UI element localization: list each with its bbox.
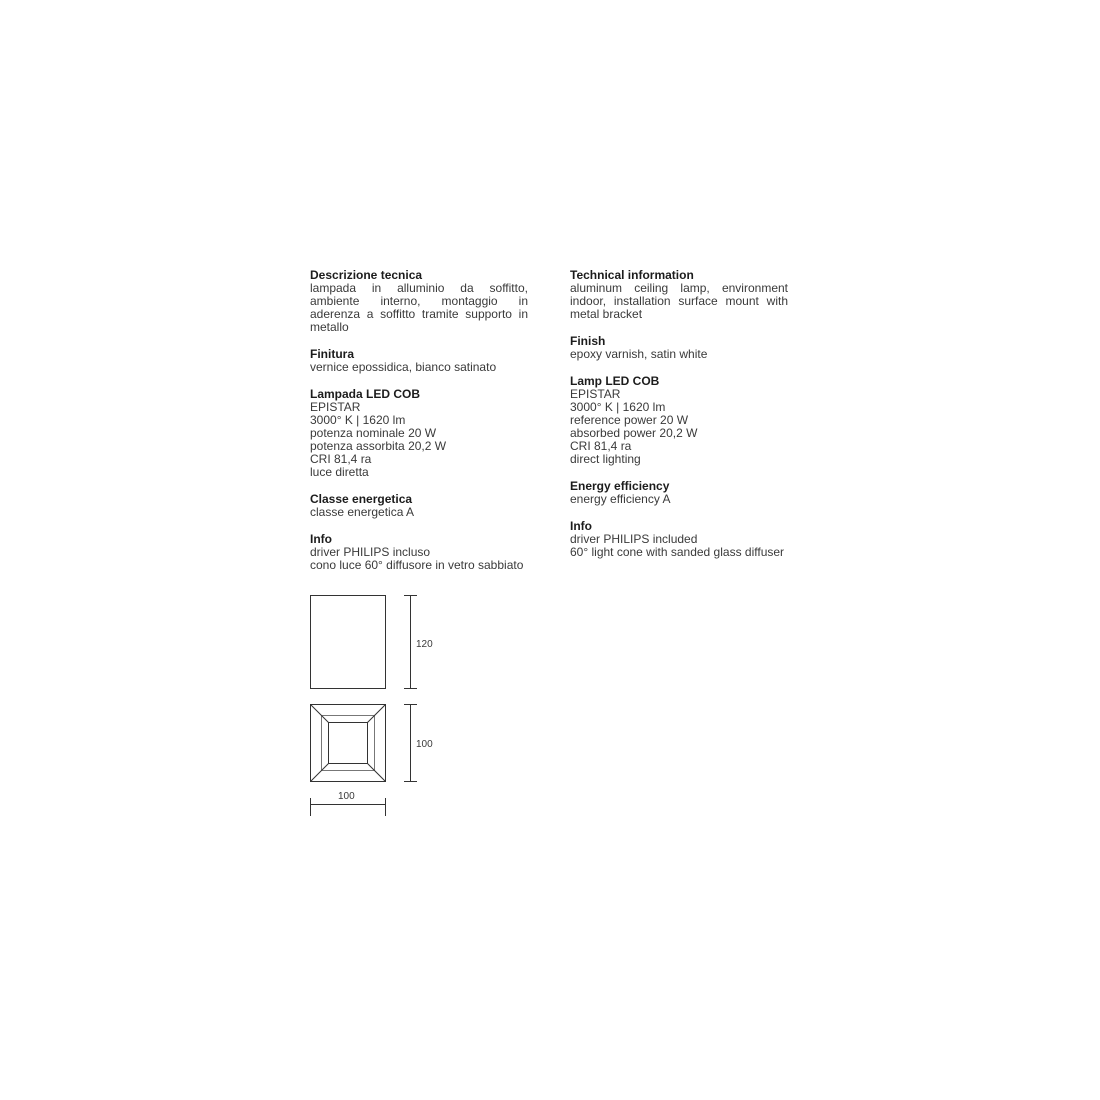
- en-lamp-section: [570, 374, 788, 466]
- it-info-line: driver PHILIPS incluso: [310, 545, 431, 559]
- it-energy-heading: Classe energetica: [310, 492, 413, 506]
- top-view-bevel: [322, 716, 375, 771]
- en-lamp-line: reference power 20 W: [570, 413, 689, 427]
- it-lamp-section: [310, 387, 528, 479]
- it-description-section: [310, 268, 528, 334]
- en-info-section: [570, 519, 788, 559]
- it-finish-section: [310, 347, 528, 374]
- it-lamp-line: 3000° K | 1620 lm: [310, 413, 406, 427]
- it-description-heading: Descrizione tecnica: [310, 268, 423, 282]
- en-energy-heading: Energy efficiency: [570, 479, 670, 493]
- en-lamp-line: direct lighting: [570, 452, 641, 466]
- en-energy-text: energy efficiency A: [570, 492, 671, 506]
- en-lamp-line: EPISTAR: [570, 387, 621, 401]
- top-view-corner-line: [311, 764, 329, 782]
- top-view-corner-line: [311, 705, 329, 723]
- it-energy-section: [310, 492, 528, 519]
- en-info-line: driver PHILIPS included: [570, 532, 698, 546]
- it-lamp-line: CRI 81,4 ra: [310, 452, 372, 466]
- it-description-text: lampada in alluminio da soffitto, ambiente interno, montaggio in aderenza a soffitto tramite supporto in metallo: [310, 281, 528, 334]
- it-energy-text: classe energetica A: [310, 505, 415, 519]
- en-lamp-line: 3000° K | 1620 lm: [570, 400, 666, 414]
- en-description-section: [570, 268, 788, 321]
- en-finish-text: epoxy varnish, satin white: [570, 347, 708, 361]
- height-dimension-label: 120: [416, 639, 433, 650]
- width-dimension-label: 100: [338, 791, 355, 802]
- it-info-heading: Info: [310, 532, 332, 546]
- depth-dimension-label: 100: [416, 739, 433, 750]
- en-finish-section: [570, 334, 788, 361]
- it-info-section: [310, 532, 528, 572]
- it-finish-heading: Finitura: [310, 347, 354, 361]
- en-description-heading: Technical information: [570, 268, 694, 282]
- it-lamp-line: potenza assorbita 20,2 W: [310, 439, 447, 453]
- en-lamp-heading: Lamp LED COB: [570, 374, 660, 388]
- it-lamp-heading: Lampada LED COB: [310, 387, 421, 401]
- it-lamp-line: luce diretta: [310, 465, 369, 479]
- it-lamp-line: potenza nominale 20 W: [310, 426, 437, 440]
- en-lamp-line: absorbed power 20,2 W: [570, 426, 698, 440]
- side-view-outline: [311, 596, 386, 689]
- top-view-corner-line: [368, 764, 386, 782]
- it-info-line: cono luce 60° diffusore in vetro sabbiato: [310, 558, 524, 572]
- italian-specs-column: [310, 268, 528, 585]
- en-description-text: aluminum ceiling lamp, environment indoor, installation surface mount with metal bracket: [570, 281, 788, 321]
- en-info-heading: Info: [570, 519, 592, 533]
- technical-drawing: [300, 585, 460, 825]
- top-view-inner-square: [329, 723, 368, 764]
- top-view-corner-line: [368, 705, 386, 723]
- en-energy-section: [570, 479, 788, 506]
- en-finish-heading: Finish: [570, 334, 606, 348]
- english-specs-column: [570, 268, 788, 572]
- it-lamp-line: EPISTAR: [310, 400, 361, 414]
- en-info-line: 60° light cone with sanded glass diffuser: [570, 545, 785, 559]
- it-finish-text: vernice epossidica, bianco satinato: [310, 360, 497, 374]
- en-lamp-line: CRI 81,4 ra: [570, 439, 632, 453]
